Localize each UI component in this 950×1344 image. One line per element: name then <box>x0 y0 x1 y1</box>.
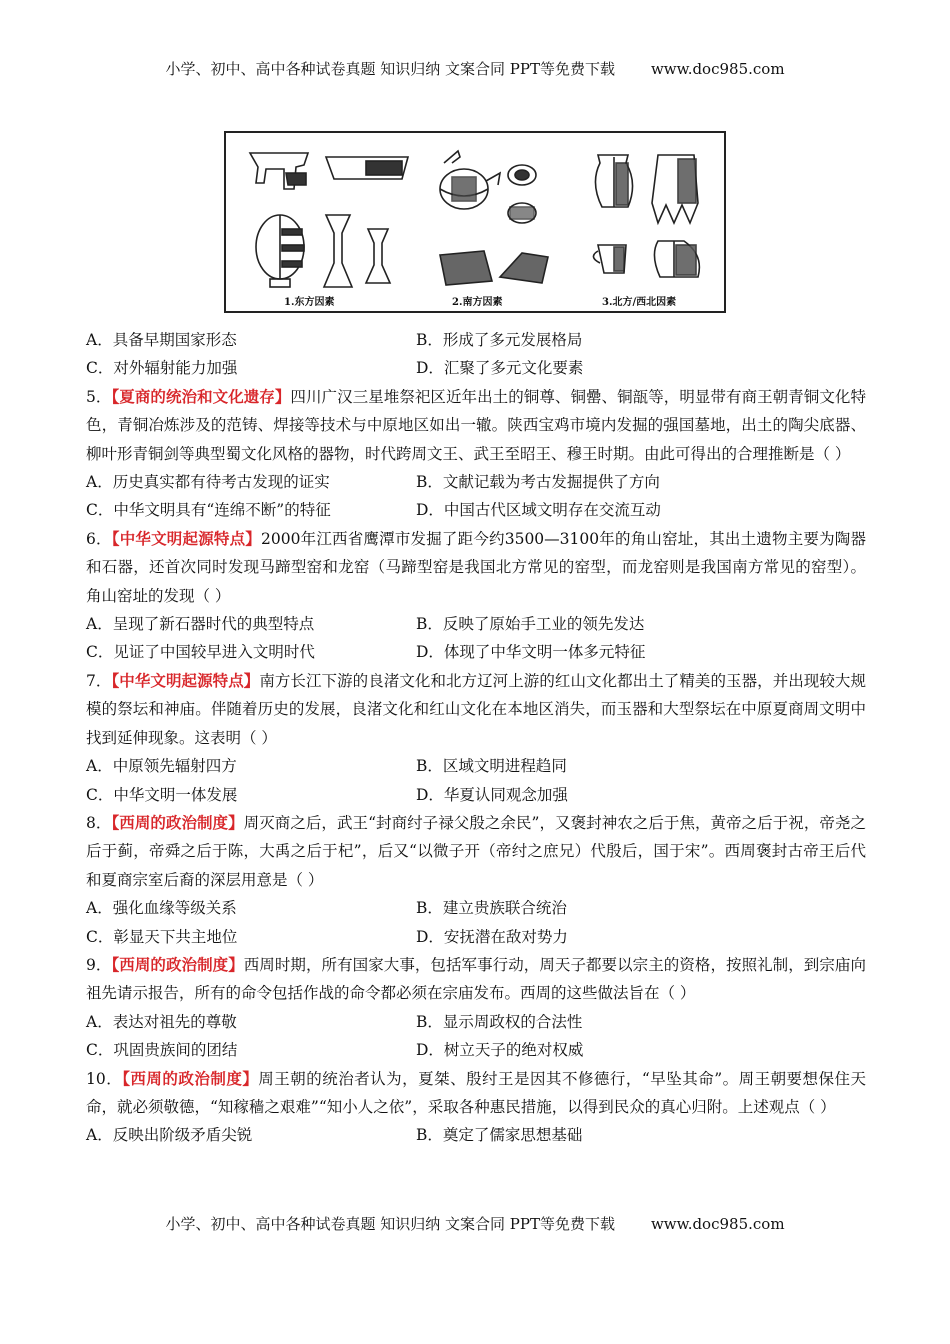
q8-option-b[interactable]: B．建立贵族联合统治 <box>416 899 567 918</box>
question-list <box>86 326 866 1150</box>
north-cup <box>593 245 626 273</box>
q5-option-a[interactable]: A．历史真实都有待考古发现的证实 <box>86 473 330 492</box>
east-jar <box>256 215 304 287</box>
artifact-drawings <box>226 133 724 311</box>
q8-options <box>86 894 866 951</box>
q10-option-a[interactable]: A．反映出阶级矛盾尖锐 <box>86 1126 253 1145</box>
q4-options <box>86 326 866 383</box>
question-topic-tag: 【西周的政治制度】 <box>122 1068 259 1088</box>
question-topic-tag: 【中华文明起源特点】 <box>111 670 260 690</box>
question-topic-tag: 【夏商的统治和文化遗存】 <box>111 386 291 406</box>
question-text: 南方长江下游的良渚文化和北方辽河上游的红山文化都出土了精美的玉器，并出现较大规模的祭坛和神庙。伴随着历史的发展，良渚文化和红山文化在本地区消失，而玉器和大型祭坛在中原夏商周文明中找到延伸现象。这表明（ ） <box>86 671 866 747</box>
question-text: 2000年江西省鹰潭市发掘了距今约3500—3100年的角山窑址，其出土遗物主要为陶器和石器，还首次同时发现马蹄型窑和龙窑（马蹄型窑是我国北方常见的窑型，而龙窑则是我国南方常见的窑型）。角山窑址的发现（ ） <box>86 529 866 605</box>
q4-option-c[interactable]: C．对外辐射能力加强 <box>86 359 238 378</box>
q9-option-c[interactable]: C．巩固贵族间的团结 <box>86 1041 238 1060</box>
q9-option-d[interactable]: D．树立天子的绝对权威 <box>416 1041 584 1060</box>
footer-text: 小学、初中、高中各种试卷真题 知识归纳 文案合同 PPT等免费下载 <box>165 1215 615 1233</box>
q6-option-b[interactable]: B．反映了原始手工业的领先发达 <box>416 615 645 634</box>
east-gu-cup-2 <box>366 229 390 283</box>
q5-options <box>86 468 866 525</box>
south-small-pot <box>508 203 536 223</box>
q7-option-c[interactable]: C．中华文明一体发展 <box>86 785 238 804</box>
south-bird-vessel <box>440 151 500 209</box>
q7-option-b[interactable]: B．区域文明进程趋同 <box>416 757 567 776</box>
question-text: 四川广汉三星堆祭祀区近年出土的铜尊、铜罍、铜瓿等，明显带有商王朝青铜文化特色，青铜冶炼涉及的范铸、焊接等技术与中原地区如出一辙。陕西宝鸡市境内发掘的强国墓地，出土的陶尖底器、柳叶形青铜剑等典型蜀文化风格的器物，时代跨周文王、武王至昭王、穆王时期。由此可得出的合理推断是（ ） <box>86 387 866 463</box>
q7-option-a[interactable]: A．中原领先辐射四方 <box>86 757 237 776</box>
question-topic-tag: 【西周的政治制度】 <box>111 812 244 832</box>
q6-option-c[interactable]: C．见证了中国较早进入文明时代 <box>86 643 315 662</box>
question-9 <box>86 951 866 1008</box>
question-topic-tag: 【中华文明起源特点】 <box>111 528 261 548</box>
south-pot-lid <box>508 165 536 185</box>
north-round-pot <box>654 241 699 277</box>
page-header <box>0 58 950 79</box>
north-li-tripod <box>652 155 698 223</box>
question-number: 6． <box>86 529 112 548</box>
q7-options <box>86 752 866 809</box>
question-number: 8． <box>86 813 112 832</box>
question-8 <box>86 809 866 894</box>
q9-options <box>86 1008 866 1065</box>
question-number: 5． <box>86 387 112 406</box>
artifact-figure <box>224 131 726 313</box>
header-text: 小学、初中、高中各种试卷真题 知识归纳 文案合同 PPT等免费下载 <box>165 60 615 78</box>
q5-option-d[interactable]: D．中国古代区域文明存在交流互动 <box>416 501 661 520</box>
q6-options <box>86 610 866 667</box>
footer-site-link[interactable]: www.doc985.com <box>650 1215 785 1233</box>
question-text: 西周时期，所有国家大事，包括军事行动，周天子都要以宗主的资格，按照礼制，到宗庙向祖先请示报告，所有的命令包括作战的命令都必须在宗庙发布。西周的这些做法旨在（ ） <box>86 955 866 1003</box>
q8-option-a[interactable]: A．强化血缘等级关系 <box>86 899 237 918</box>
q8-option-d[interactable]: D．安抚潜在敌对势力 <box>416 927 568 946</box>
question-text: 周灭商之后，武王“封商纣子禄父殷之余民”，又褒封神农之后于焦，黄帝之后于祝，帝尧之后于蓟，帝舜之后于陈，大禹之后于杞”，后又“以微子开（帝纣之庶兄）代殷后，国于宋”。西周褒封古帝王后代和夏商宗室后裔的深层用意是（ ） <box>86 813 866 889</box>
figure-label-east: 1.东方因素 <box>284 297 335 308</box>
north-jar <box>595 155 632 207</box>
q4-option-d[interactable]: D．汇聚了多元文化要素 <box>416 359 584 378</box>
question-number: 10． <box>86 1069 123 1088</box>
q9-option-b[interactable]: B．显示周政权的合法性 <box>416 1012 583 1031</box>
q9-option-a[interactable]: A．表达对祖先的尊敬 <box>86 1012 237 1031</box>
question-topic-tag: 【西周的政治制度】 <box>111 954 244 974</box>
question-number: 7． <box>86 671 112 690</box>
question-5 <box>86 383 866 468</box>
q7-option-d[interactable]: D．华夏认同观念加强 <box>416 785 568 804</box>
header-site-link[interactable]: www.doc985.com <box>650 60 785 78</box>
q4-option-b[interactable]: B．形成了多元发展格局 <box>416 331 583 349</box>
q5-option-c[interactable]: C．中华文明具有“连绵不断”的特征 <box>86 501 331 520</box>
q6-option-a[interactable]: A．呈现了新石器时代的典型特点 <box>86 615 315 634</box>
q10-option-b[interactable]: B．奠定了儒家思想基础 <box>416 1126 583 1145</box>
question-6 <box>86 525 866 610</box>
east-gu-cup-1 <box>324 215 352 287</box>
east-vessel-tripod <box>250 153 308 189</box>
south-pottery-sherd-2 <box>500 253 548 283</box>
q4-option-a[interactable]: A．具备早期国家形态 <box>86 331 237 349</box>
q5-option-b[interactable]: B．文献记载为考古发掘提供了方向 <box>416 473 660 492</box>
south-pottery-sherd-1 <box>440 251 492 285</box>
figure-label-south: 2.南方因素 <box>452 297 503 308</box>
figure-label-north: 3.北方/西北因素 <box>602 297 677 308</box>
page-footer <box>0 1213 950 1234</box>
q6-option-d[interactable]: D．体现了中华文明一体多元特征 <box>416 643 646 662</box>
question-7 <box>86 667 866 752</box>
question-10 <box>86 1065 866 1122</box>
q10-options <box>86 1121 866 1149</box>
question-number: 9． <box>86 955 112 974</box>
question-text: 周王朝的统治者认为，夏桀、殷纣王是因其不修德行，“早坠其命”。周王朝要想保住天命，就必须敬德，“知稼穑之艰难”“知小人之依”，采取各种惠民措施，以得到民众的真心归附。上述观点（ ） <box>86 1069 866 1116</box>
east-basin <box>326 157 408 179</box>
q8-option-c[interactable]: C．彰显天下共主地位 <box>86 927 238 946</box>
